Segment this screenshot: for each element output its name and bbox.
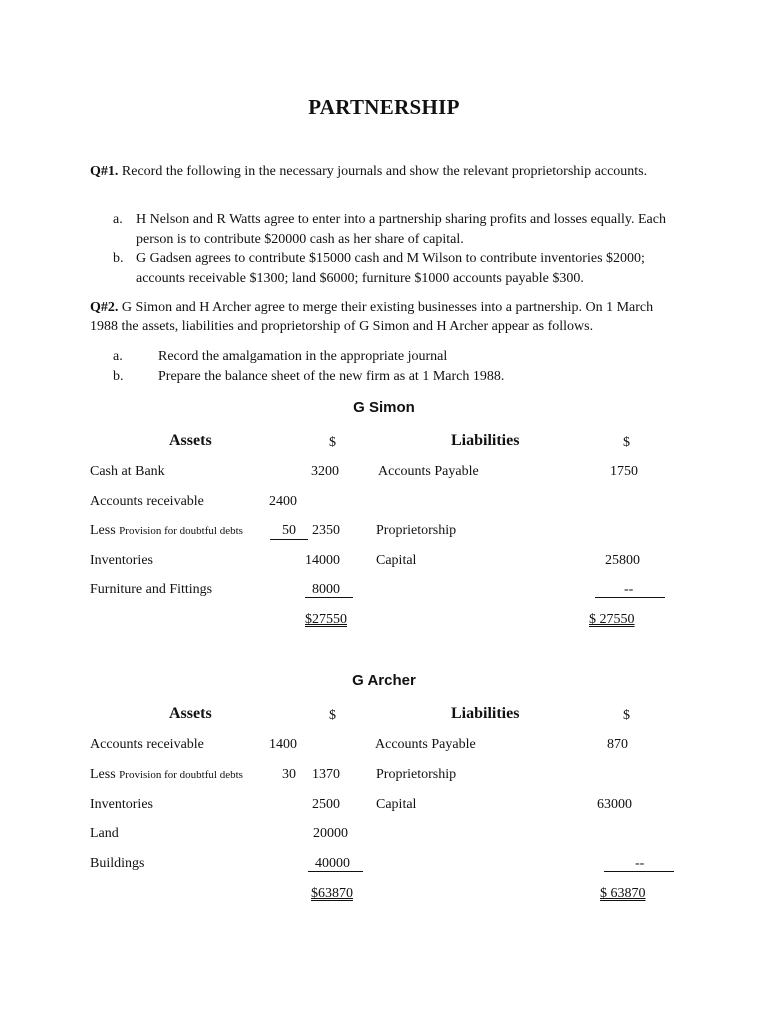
archer-dash: -- (635, 856, 645, 871)
archer-inv-value: 2500 (312, 797, 340, 812)
q1-item-a-text: H Nelson and R Watts agree to enter into a partnership sharing profits and losses equally. Each person is to contribute $20000 cash as her share of capital. (136, 212, 666, 247)
archer-provision-value: 30 (282, 767, 296, 782)
simon-ar-gross: 2400 (269, 494, 297, 509)
simon-cash-label: Cash at Bank (90, 464, 165, 479)
simon-dash: -- (624, 582, 634, 597)
simon-title: G Simon (353, 399, 415, 416)
archer-liabilities-heading: Liabilities (451, 705, 520, 722)
q1-item-b-text: G Gadsen agrees to contribute $15000 cash and M Wilson to contribute inventories $2000; accounts receivable $1300; land $6000; furniture $1000 accounts payable $300. (136, 251, 645, 286)
simon-liabilities-currency: $ (623, 435, 630, 450)
archer-assets-currency: $ (329, 708, 336, 723)
simon-cap-label: Capital (376, 553, 417, 568)
q2-text: G Simon and H Archer agree to merge their existing businesses into a partnership. On 1 March 1988 the assets, liabilities and proprietorship of G Simon and H Archer appear as follows. (90, 300, 654, 334)
simon-provision-underline (270, 539, 308, 540)
simon-inv-value: 14000 (305, 553, 340, 568)
archer-liabilities-total: $ 63870 (600, 886, 646, 901)
archer-less-provision-label (90, 766, 243, 784)
simon-less-word: Less (90, 523, 120, 538)
archer-prop-label: Proprietorship (376, 767, 457, 782)
simon-liabilities-total: $ 27550 (589, 612, 635, 627)
archer-title: G Archer (352, 672, 416, 689)
q1-label: Q#1. (90, 164, 119, 179)
simon-cap-value: 25800 (605, 553, 640, 568)
q2-item-b-text: Prepare the balance sheet of the new firm as at 1 March 1988. (158, 369, 505, 384)
q2-label: Q#2. (90, 300, 119, 315)
archer-ap-value: 870 (607, 737, 628, 752)
q1-paragraph (90, 162, 680, 181)
archer-bld-label: Buildings (90, 856, 145, 871)
simon-furn-label: Furniture and Fittings (90, 582, 213, 597)
archer-assets-total: $63870 (311, 886, 353, 901)
archer-cap-value: 63000 (597, 797, 632, 812)
archer-ar-label: Accounts receivable (90, 737, 204, 752)
q1-text: Record the following in the necessary journals and show the relevant proprietorship accounts. (118, 164, 648, 179)
simon-cash-value: 3200 (311, 464, 339, 479)
simon-ar-label: Accounts receivable (90, 494, 204, 509)
simon-furn-value: 8000 (312, 582, 340, 597)
q2-paragraph (90, 298, 680, 336)
simon-ap-label: Accounts Payable (378, 464, 479, 479)
archer-land-value: 20000 (313, 826, 348, 841)
simon-dash-underline (595, 597, 665, 598)
simon-provision-value: 50 (282, 523, 296, 538)
q1-item-a-marker: a. (113, 212, 123, 227)
archer-dash-underline (604, 871, 674, 872)
archer-ar-gross: 1400 (269, 737, 297, 752)
archer-bld-value: 40000 (315, 856, 350, 871)
archer-provision-text: Provision for doubtful debts (119, 769, 243, 781)
archer-liabilities-currency: $ (623, 708, 630, 723)
archer-assets-heading: Assets (169, 705, 212, 722)
archer-bld-underline (308, 871, 363, 872)
simon-less-provision-label (90, 522, 243, 540)
simon-assets-total: $27550 (305, 612, 347, 627)
simon-assets-heading: Assets (169, 432, 212, 449)
simon-liabilities-heading: Liabilities (451, 432, 520, 449)
q2-item-a-marker: a. (113, 349, 123, 364)
q2-item-b-marker: b. (113, 369, 124, 384)
archer-ap-label: Accounts Payable (375, 737, 476, 752)
q1-item-b-marker: b. (113, 251, 124, 266)
q2-item-a-text: Record the amalgamation in the appropriate journal (158, 349, 448, 364)
simon-provision-text: Provision for doubtful debts (119, 525, 243, 537)
simon-furn-underline (305, 597, 353, 598)
archer-cap-label: Capital (376, 797, 417, 812)
archer-land-label: Land (90, 826, 119, 841)
archer-less-word: Less (90, 767, 120, 782)
simon-ap-value: 1750 (610, 464, 638, 479)
simon-inv-label: Inventories (90, 553, 153, 568)
archer-ar-net: 1370 (312, 767, 340, 782)
simon-ar-net: 2350 (312, 523, 340, 538)
archer-inv-label: Inventories (90, 797, 153, 812)
simon-assets-currency: $ (329, 435, 336, 450)
page-title: PARTNERSHIP (308, 95, 460, 119)
simon-prop-label: Proprietorship (376, 523, 457, 538)
